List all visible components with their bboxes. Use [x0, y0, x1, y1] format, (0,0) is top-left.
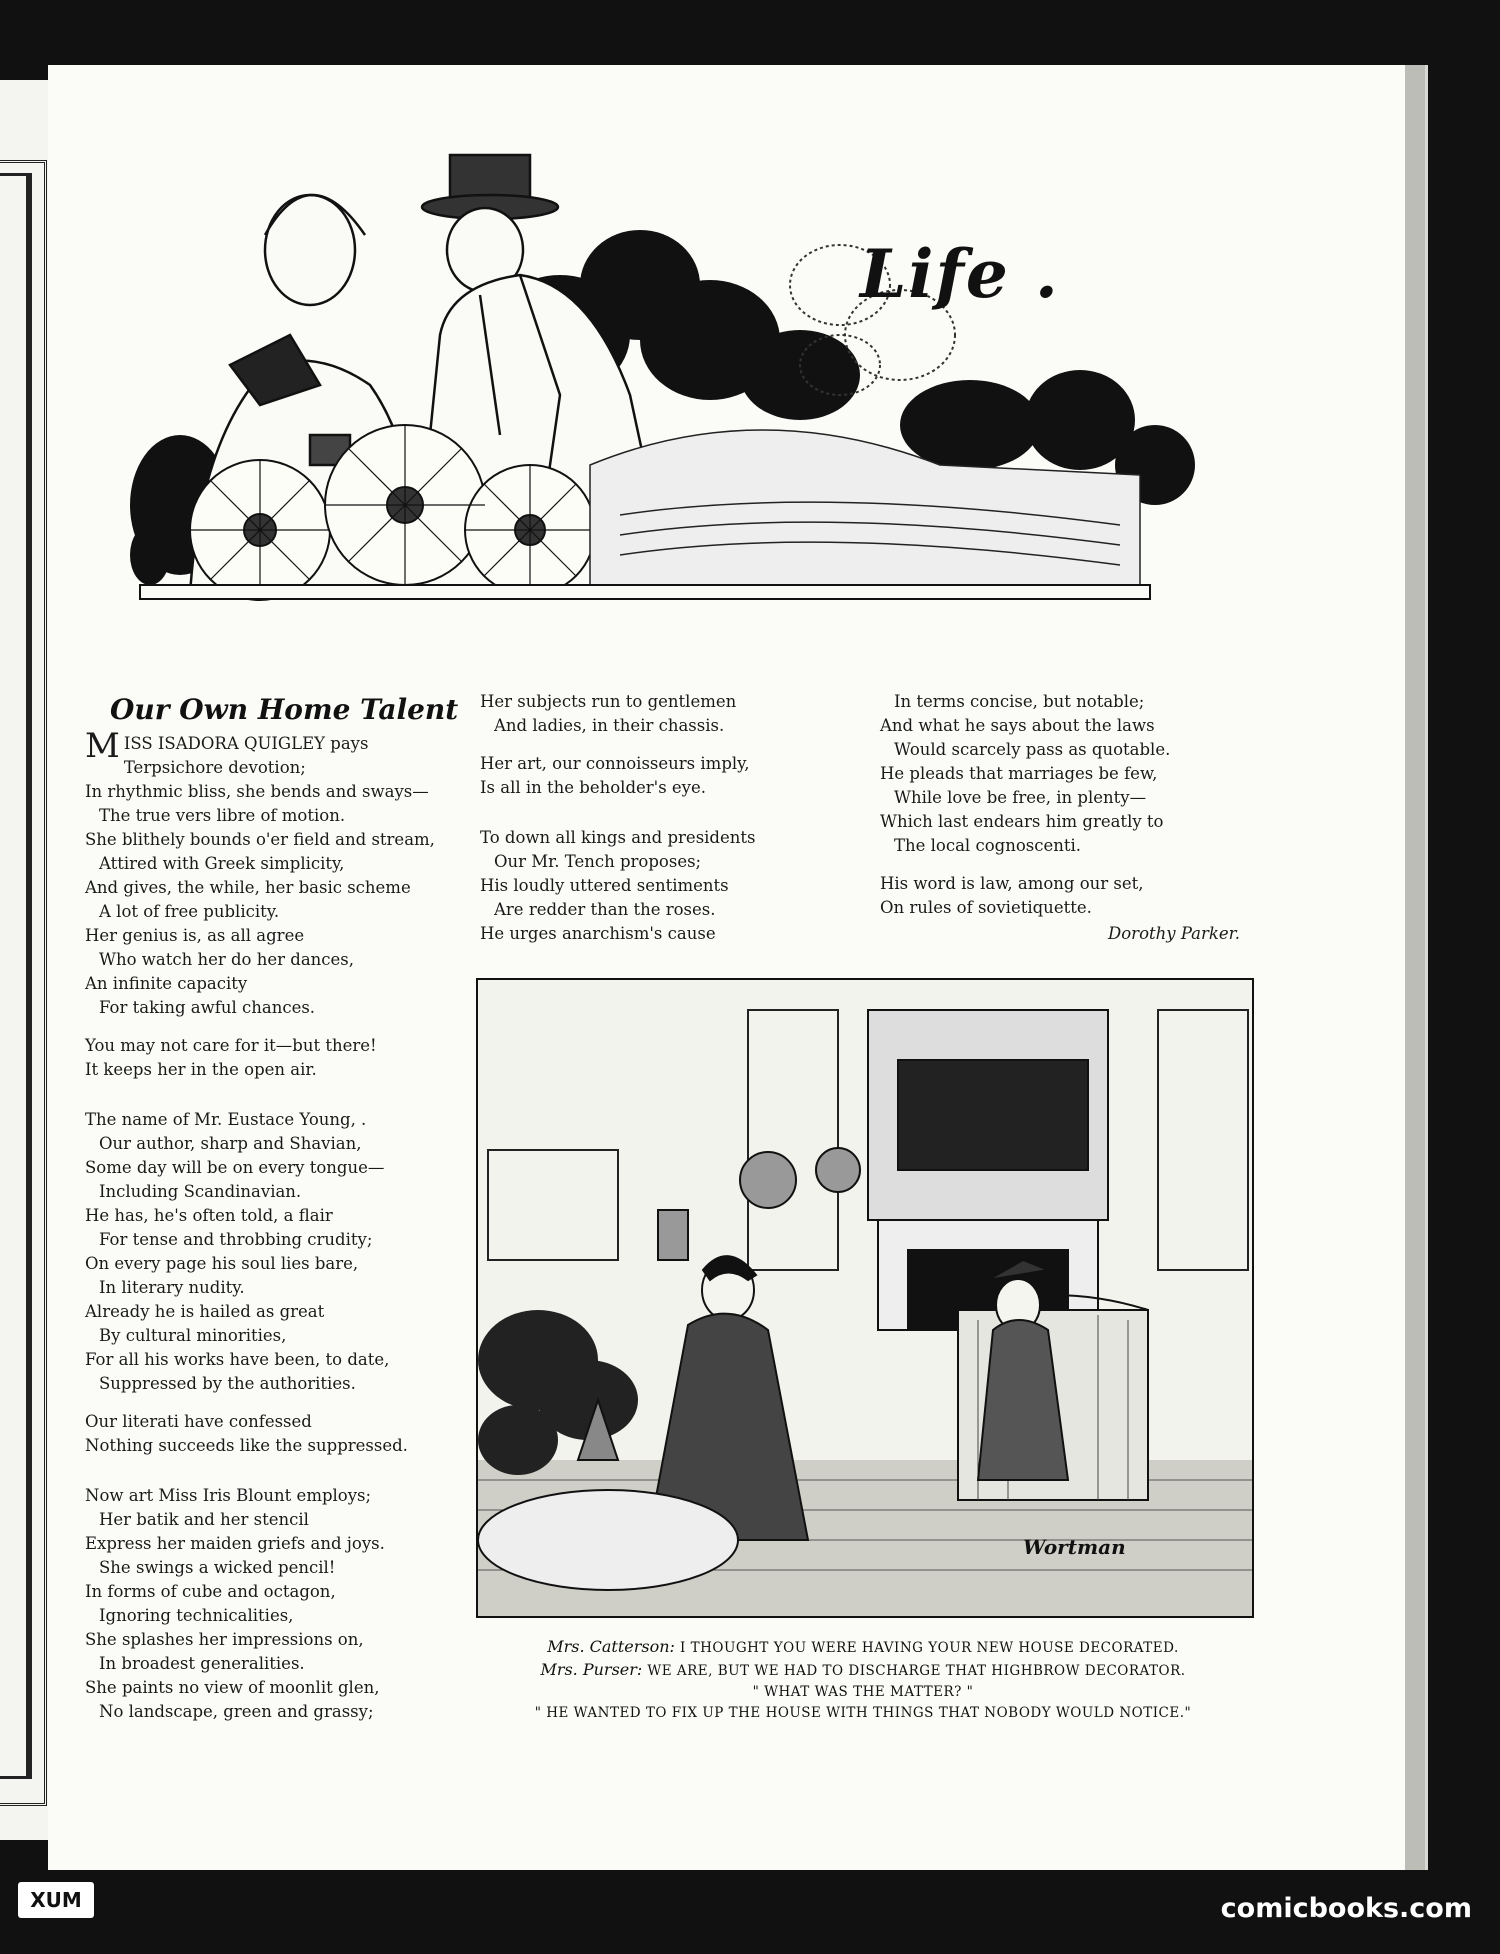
caption-line [478, 1659, 1248, 1682]
poem-line: Which last endears him greatly to [880, 812, 1164, 831]
poem-line: In forms of cube and octagon, [85, 1582, 336, 1601]
poem-line: In literary nudity. [99, 1278, 245, 1297]
poem-line: You may not care for it—but there! [85, 1036, 377, 1055]
stanza-break [85, 1396, 440, 1410]
stanza-break [85, 1458, 440, 1484]
poem-line: She splashes her impressions on, [85, 1630, 364, 1649]
poem-line: For tense and throbbing crudity; [99, 1230, 373, 1249]
poem-line: In rhythmic bliss, she bends and sways— [85, 782, 429, 801]
poem-line: Her genius is, as all agree [85, 926, 305, 945]
masthead: Life . [860, 235, 1060, 313]
poem-line: In terms concise, but notable; [894, 692, 1145, 711]
poem-line: It keeps her in the open air. [85, 1060, 317, 1079]
poem-line: To down all kings and presidents [480, 828, 756, 847]
poem-line: Terpsichore devotion; [123, 758, 306, 777]
watermark-text: comicbooks.com [1220, 1893, 1472, 1924]
poem-line: Now art Miss Iris Blount employs; [85, 1486, 372, 1505]
poem-line: Our literati have confessed [85, 1412, 312, 1431]
artist-signature: Wortman [1023, 1535, 1126, 1559]
poem-line: Our Mr. Tench proposes; [494, 852, 702, 871]
poem-line: On every page his soul lies bare, [85, 1254, 359, 1273]
poem-line: Who watch her do her dances, [99, 950, 355, 969]
poem-line: His loudly uttered sentiments [480, 876, 729, 895]
poem-line: And gives, the while, her basic scheme [85, 878, 411, 897]
poem-line: Ignoring technicalities, [99, 1606, 294, 1625]
poem-line: The local cognoscenti. [894, 836, 1082, 855]
caption-text: " HE WANTED TO FIX UP THE HOUSE WITH THINGS THAT NOBODY WOULD NOTICE." [534, 1705, 1192, 1721]
poem-line: He has, he's often told, a flair [85, 1206, 333, 1225]
stanza-break [480, 800, 860, 826]
stanza-break [85, 1082, 440, 1108]
caption-line [478, 1682, 1248, 1703]
scan-badge: XUM [18, 1882, 94, 1918]
caption-text: " WHAT WAS THE MATTER? " [752, 1684, 974, 1700]
author-signature: Dorothy Parker. [1108, 924, 1240, 943]
poem-line: An infinite capacity [85, 974, 248, 993]
poem-title: Our Own Home Talent [110, 693, 459, 726]
poem-line: Are redder than the roses. [494, 900, 716, 919]
poem-line: And what he says about the laws [880, 716, 1155, 735]
header-illustration [120, 135, 1210, 665]
poem-line: Already he is hailed as great [85, 1302, 325, 1321]
poem-line: The true vers libre of motion. [99, 806, 346, 825]
poem-line: Her art, our connoisseurs imply, [480, 754, 750, 773]
poem-line: For all his works have been, to date, [85, 1350, 390, 1369]
poem-line: By cultural minorities, [99, 1326, 287, 1345]
poem-line: She blithely bounds o'er field and stream, [85, 830, 435, 849]
decorative-border [0, 160, 47, 1806]
stanza-break [85, 1020, 440, 1034]
poem-line: While love be free, in plenty— [894, 788, 1147, 807]
adjacent-page-edge [0, 80, 48, 1840]
poem-line: Would scarcely pass as quotable. [894, 740, 1171, 759]
poem-line: Suppressed by the authorities. [99, 1374, 356, 1393]
poem-line: Including Scandinavian. [99, 1182, 302, 1201]
poem-line: In broadest generalities. [99, 1654, 305, 1673]
poem-line: Attired with Greek simplicity, [99, 854, 345, 873]
stanza-break [880, 858, 1240, 872]
poem-line: And ladies, in their chassis. [494, 716, 725, 735]
poem-line: Her subjects run to gentlemen [480, 692, 737, 711]
poem-line: Is all in the beholder's eye. [480, 778, 707, 797]
poem-line: Some day will be on every tongue— [85, 1158, 385, 1177]
poem-column-3 [880, 690, 1240, 946]
caption-line [478, 1636, 1248, 1659]
poem-line: She swings a wicked pencil! [99, 1558, 336, 1577]
caption-speaker: Mrs. Purser: [540, 1660, 648, 1679]
caption-text: WE ARE, BUT WE HAD TO DISCHARGE THAT HIGHBROW DECORATOR. [647, 1663, 1186, 1679]
poem-line: He urges anarchism's cause [480, 924, 716, 943]
caption-line [478, 1703, 1248, 1724]
cartoon-illustration [476, 978, 1254, 1618]
poem-line: He pleads that marriages be few, [880, 764, 1158, 783]
poem-column-2 [480, 690, 860, 946]
poem-line: No landscape, green and grassy; [99, 1702, 374, 1721]
poem-line: His word is law, among our set, [880, 874, 1144, 893]
poem-line: Nothing succeeds like the suppressed. [85, 1436, 408, 1455]
cartoon-caption [478, 1636, 1248, 1724]
caption-speaker: Mrs. Catterson: [547, 1637, 681, 1656]
poem-line: The name of Mr. Eustace Young, . [85, 1110, 367, 1129]
caption-text: I THOUGHT YOU WERE HAVING YOUR NEW HOUSE DECORATED. [680, 1640, 1179, 1656]
poem-line: She paints no view of moonlit glen, [85, 1678, 380, 1697]
page-binding-shadow [1405, 65, 1425, 1870]
poem-line: ISS ISADORA QUIGLEY pays [123, 734, 369, 753]
poem-line: Express her maiden griefs and joys. [85, 1534, 385, 1553]
poem-line: On rules of sovietiquette. [880, 898, 1092, 917]
poem-line: A lot of free publicity. [99, 902, 280, 921]
drop-cap: M [85, 726, 120, 766]
stanza-break [480, 738, 860, 752]
poem-column-1 [85, 726, 440, 1724]
poem-line: Her batik and her stencil [99, 1510, 309, 1529]
poem-line: For taking awful chances. [99, 998, 316, 1017]
poem-line: Our author, sharp and Shavian, [99, 1134, 362, 1153]
